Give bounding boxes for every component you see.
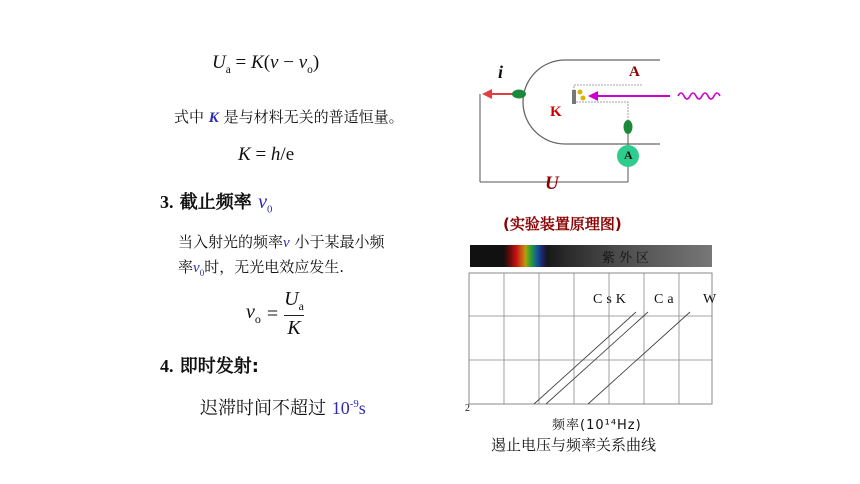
- label-anode-a: A: [629, 64, 640, 80]
- graph-caption: 遏止电压与频率关系曲线: [491, 436, 657, 454]
- delay-time-text: 迟滞时间不超过 $10^{-9}s$: [200, 398, 366, 419]
- formula-k: K = h/e: [238, 144, 295, 165]
- cutoff-condition-line1: 当入射光的频率ν 小于某最小频: [178, 233, 385, 251]
- section-4-heading: 4. 即时发射:: [160, 356, 259, 377]
- metal-label-ca: Ca: [654, 292, 678, 307]
- ammeter-label: A: [624, 148, 633, 162]
- cutoff-condition-line2: 率$\nu_0$时，无光电效应发生.: [178, 258, 344, 278]
- apparatus-diagram: [470, 50, 730, 200]
- label-current-i: i: [498, 62, 504, 82]
- metal-label-w: W: [703, 292, 717, 307]
- formula-nu0: $\nu_o$ = $\frac{U_a}{K}$: [246, 288, 304, 339]
- apparatus-caption: (实验装置原理图): [503, 215, 622, 233]
- x-axis-label: 频率(10¹⁴Hz): [552, 418, 642, 433]
- uv-region-label: 紫外区: [602, 251, 654, 266]
- metal-label-csk: CsK: [593, 292, 630, 307]
- label-voltage-u: U: [545, 173, 559, 194]
- spectrum-bar: [470, 245, 712, 267]
- section-3-heading: 3. 截止频率 $\nu_0$: [160, 191, 273, 216]
- x-axis-start: 2: [465, 403, 470, 414]
- label-cathode-k: K: [550, 104, 562, 120]
- k-description: 式中 K 是与材料无关的普适恒量。: [174, 108, 404, 126]
- formula-ua: $U_a = K(\nu - \nu_o)$: [212, 52, 320, 76]
